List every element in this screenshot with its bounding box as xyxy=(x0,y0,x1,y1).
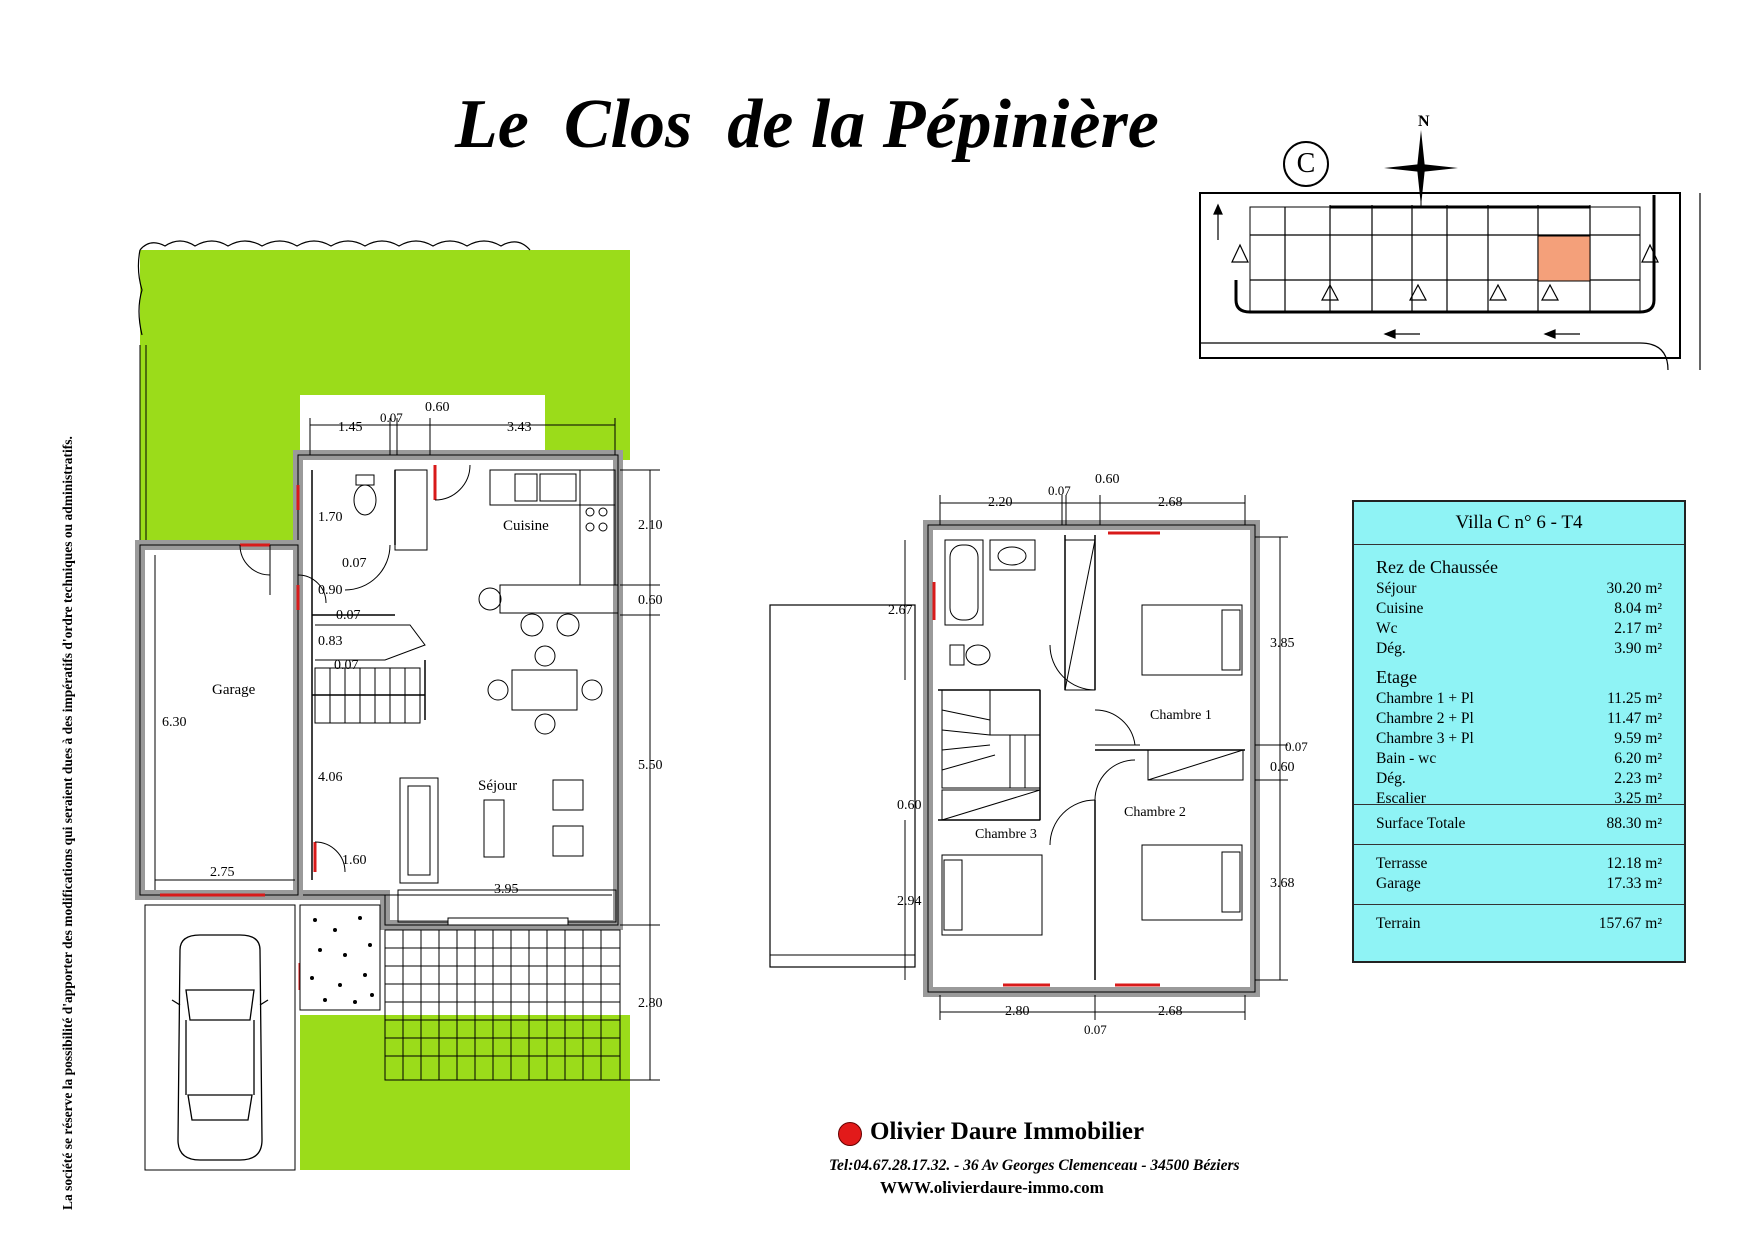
company-name: Olivier Daure Immobilier xyxy=(870,1118,1145,1145)
table-row: Bain - wc 6.20 m² xyxy=(1376,750,1662,767)
table-row: Séjour 30.20 m² xyxy=(1376,580,1662,597)
dim-label: 3.95 xyxy=(494,882,519,897)
table-section-areas xyxy=(1354,545,1684,805)
table-row: Chambre 1 + Pl 11.25 m² xyxy=(1376,690,1662,707)
dim-label: 2.94 xyxy=(897,894,922,909)
dim-label: 2.20 xyxy=(988,495,1013,510)
table-row: Escalier 3.25 m² xyxy=(1376,790,1662,807)
room-label-sejour: Séjour xyxy=(478,778,518,794)
table-section-extras xyxy=(1354,845,1684,905)
north-label: N xyxy=(1418,113,1430,130)
table-row: Garage 17.33 m² xyxy=(1376,875,1662,892)
table-row: Terrain 157.67 m² xyxy=(1376,915,1662,932)
room-label-chambre-2: Chambre 2 xyxy=(1124,805,1186,820)
dim-label: 0.07 xyxy=(1048,483,1071,498)
dim-label: 6.30 xyxy=(162,715,187,730)
dim-label: 0.07 xyxy=(1285,739,1308,754)
table-header: Villa C n° 6 - T4 xyxy=(1354,502,1684,545)
room-label-garage: Garage xyxy=(212,682,256,698)
compass-icon xyxy=(1384,130,1458,206)
ground-floor-plan xyxy=(138,241,660,1170)
lawn-back xyxy=(140,250,630,540)
dim-label: 4.06 xyxy=(318,770,343,785)
dim-label: 3.85 xyxy=(1270,636,1295,651)
dim-label: 5.50 xyxy=(638,758,663,773)
table-row: Chambre 3 + Pl 9.59 m² xyxy=(1376,730,1662,747)
table-section-total xyxy=(1354,805,1684,845)
dim-label: 0.83 xyxy=(318,634,343,649)
table-row: Dég. 2.23 m² xyxy=(1376,770,1662,787)
dim-label: 0.07 xyxy=(336,608,361,623)
dim-label: 2.80 xyxy=(1005,1004,1030,1019)
dim-label: 2.68 xyxy=(1158,1004,1183,1019)
disclaimer-text: La société se réserve la possibilité d'apporter des modifications qui seraient dues à des impératifs d'ordre techniques ou administratifs. xyxy=(60,436,75,1210)
page-title: Le Clos de la Pépinière xyxy=(455,86,1159,163)
car-icon xyxy=(172,935,268,1160)
company-website[interactable]: WWW.olivierdaure-immo.com xyxy=(880,1178,1104,1197)
room-label-chambre-3: Chambre 3 xyxy=(975,827,1037,842)
table-row: Terrasse 12.18 m² xyxy=(1376,855,1662,872)
dim-label: 3.68 xyxy=(1270,876,1295,891)
table-row: Cuisine 8.04 m² xyxy=(1376,600,1662,617)
dim-label: 1.70 xyxy=(318,510,343,525)
group-title: Rez de Chaussée xyxy=(1376,557,1498,577)
highlighted-lot xyxy=(1538,236,1590,281)
dim-label: 0.60 xyxy=(638,593,663,608)
table-section-terrain xyxy=(1354,905,1684,940)
dim-label: 0.60 xyxy=(425,400,450,415)
company-contact: Tel:04.67.28.17.32. - 36 Av Georges Clemenceau - 34500 Béziers xyxy=(829,1157,1240,1174)
upper-floor-plan xyxy=(770,495,1288,1020)
dim-label: 0.90 xyxy=(318,583,343,598)
company-logo-dot xyxy=(838,1122,862,1146)
surface-table xyxy=(1352,500,1686,963)
site-plan xyxy=(1200,193,1700,370)
dim-label: 1.60 xyxy=(342,853,367,868)
dim-label: 0.07 xyxy=(342,556,367,571)
room-label-chambre-1: Chambre 1 xyxy=(1150,708,1212,723)
dim-label: 2.75 xyxy=(210,865,235,880)
dim-label: 0.60 xyxy=(1270,760,1295,775)
dim-label: 0.07 xyxy=(334,658,359,673)
dim-label: 2.10 xyxy=(638,518,663,533)
dim-label: 2.67 xyxy=(888,603,913,618)
dim-label: 3.43 xyxy=(507,420,532,435)
dim-label: 0.07 xyxy=(1084,1022,1107,1037)
dim-label: 1.45 xyxy=(338,420,363,435)
lot-label-badge: C xyxy=(1283,141,1329,187)
table-row: Dég. 3.90 m² xyxy=(1376,640,1662,657)
dim-label: 2.68 xyxy=(1158,495,1183,510)
dim-label: 0.60 xyxy=(897,798,922,813)
room-label-cuisine: Cuisine xyxy=(503,518,549,534)
table-row: Surface Totale 88.30 m² xyxy=(1376,815,1662,832)
group-title: Etage xyxy=(1376,667,1417,687)
dim-label: 0.07 xyxy=(380,410,403,425)
dim-label: 0.60 xyxy=(1095,472,1120,487)
table-row: Chambre 2 + Pl 11.47 m² xyxy=(1376,710,1662,727)
terrace-outline xyxy=(770,605,915,967)
table-row: Wc 2.17 m² xyxy=(1376,620,1662,637)
dim-label: 2.80 xyxy=(638,996,663,1011)
